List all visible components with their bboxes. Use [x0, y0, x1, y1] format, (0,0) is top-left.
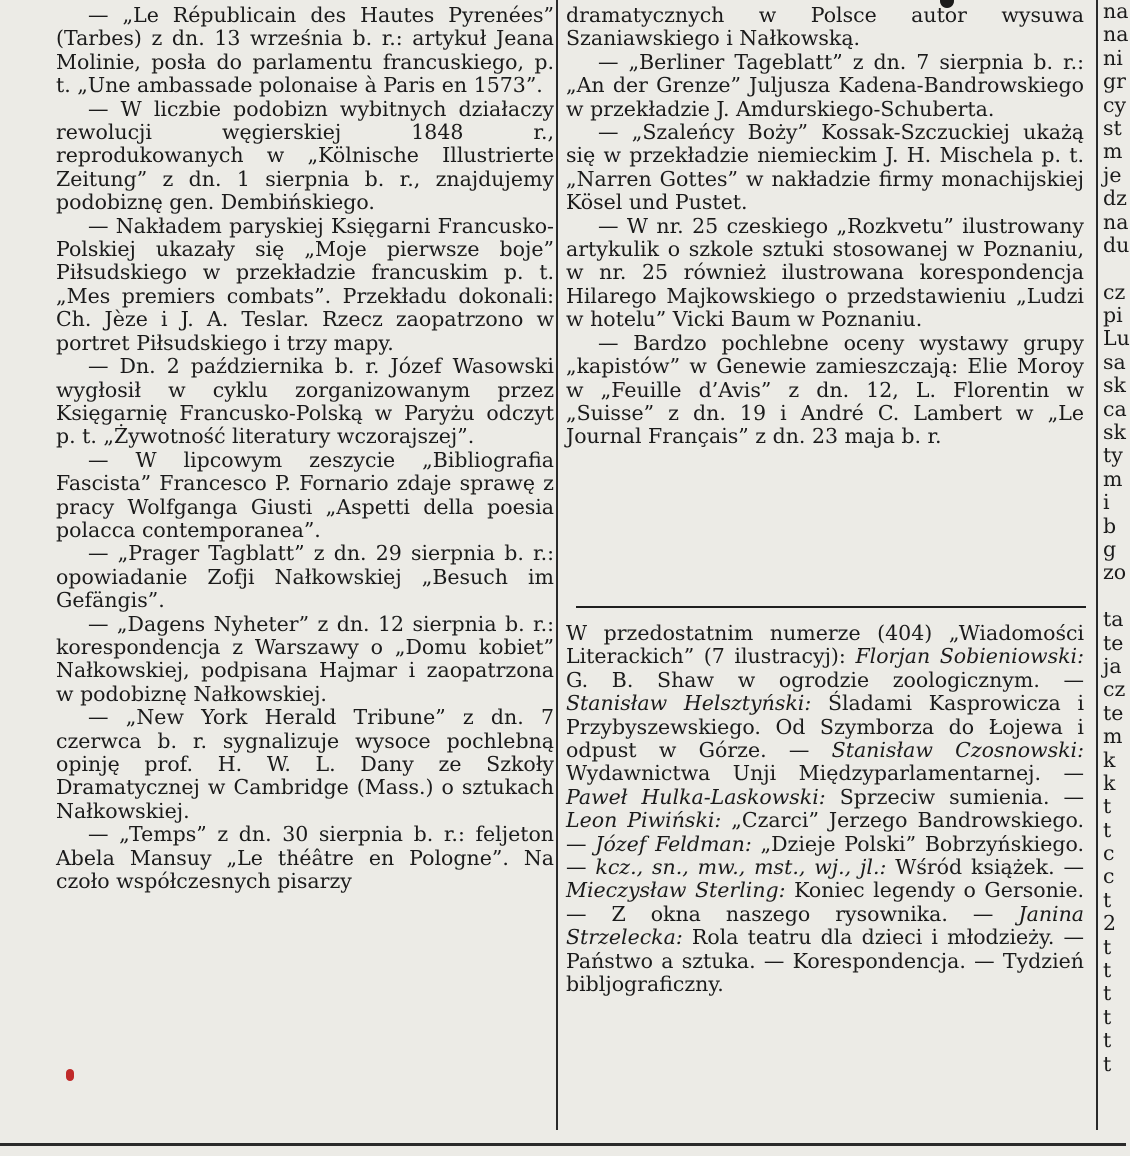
fragment-line: na [1103, 0, 1129, 23]
author-name: Florjan Sobieniowski: [855, 644, 1084, 669]
fragment-line: dz [1103, 186, 1127, 211]
fragment-line: t [1103, 958, 1112, 983]
fragment-line: du [1103, 232, 1130, 257]
author-name: Mieczysław Sterling: [566, 878, 786, 903]
middle-column-top [566, 4, 1084, 449]
fragment-line [1103, 257, 1126, 280]
contents-text: Koniec legendy o Gersonie. — Z okna naszego rysownika. — [566, 878, 1084, 926]
contents-text: Sprzeciw sumienia. — [825, 784, 1085, 809]
fragment-line: t [1103, 1028, 1112, 1053]
fragment-line: sk [1103, 373, 1126, 398]
news-item: — „Temps” z dn. 30 sierpnia b. r.: feljeton Abela Mansuy „Le théâtre en Pologne”. Na czoło współczesnych pisarzy [56, 822, 554, 894]
fragment-line: m [1103, 466, 1123, 491]
fragment-line: m [1103, 139, 1123, 164]
issue-contents-notice [566, 622, 1084, 997]
news-item: — „Berliner Tageblatt” z dn. 7 sierpnia b. r.: „An der Grenze” Juljusza Kadena-Bandrowskiego w przekładzie J. Amdurskiego-Schuberta. [566, 49, 1084, 121]
red-ink-mark [66, 1069, 74, 1081]
fragment-line: k [1103, 747, 1116, 772]
fragment-line: gr [1103, 69, 1126, 94]
fragment-line: 2 [1103, 911, 1117, 936]
right-edge-column-fragment [1103, 0, 1130, 1140]
fragment-line: g [1103, 536, 1117, 561]
news-item: — „Le Républicain des Hautes Pyrenées” (Tarbes) z dn. 13 września b. r.: artykuł Jeana Molinie, posła do parlamentu francuskiego, p. t. „Une ambassade polonaise à Paris en 1573”. [56, 3, 554, 98]
fragment-line [1103, 585, 1126, 608]
contents-text: W przedostatnim numerze (404) „Wiadomości Literackich” (7 ilustracyj): [566, 621, 1084, 669]
fragment-line: i [1103, 490, 1110, 515]
fragment-line: b [1103, 513, 1117, 538]
contents-text: G. B. Shaw w ogrodzie zoologicznym. — [566, 667, 1084, 692]
author-name: kcz., sn., mw., mst., wj., jl.: [595, 855, 887, 880]
contents-text: Śladami Kasprowicza i Przybyszewskiego. Od Szymborza do Łojewa i odpust w Górze. — [566, 691, 1085, 763]
author-name: Janina Strzelecka: [566, 901, 1084, 950]
fragment-line: cz [1103, 677, 1126, 702]
column-divider-right [1096, 0, 1098, 1130]
section-rule [576, 606, 1086, 608]
fragment-line: t [1103, 887, 1112, 912]
author-name: Józef Feldman: [595, 831, 752, 856]
fragment-line: t [1103, 1004, 1112, 1029]
fragment-line: Lu [1103, 326, 1130, 351]
news-item: — Dn. 2 października b. r. Józef Wasowski wygłosił w cyklu zorganizowanym przez Księgarnię Francusko-Polską w Paryżu odczyt p. t. „Żywotność literatury wczorajszej”. [56, 354, 554, 449]
fragment-line: t [1103, 981, 1112, 1006]
page-bottom-rule [0, 1143, 1126, 1146]
news-item: — W nr. 25 czeskiego „Rozkvetu” ilustrowany artykulik o szkole sztuki stosowanej w Poznaniu, w nr. 25 również ilustrowana korespondencja Hilarego Majkowskiego o przedstawieniu „Ludzi w hotelu” Vicki Baum w Poznaniu. [566, 213, 1084, 332]
contents-paragraph [566, 622, 1084, 997]
fragment-line: t [1103, 817, 1112, 842]
fragment-line: na [1103, 209, 1129, 234]
fragment-line: m [1103, 724, 1123, 749]
contents-text: Wśród książek. — [886, 855, 1084, 880]
left-column [56, 4, 554, 893]
fragment-line: ta [1103, 607, 1124, 632]
fragment-line: c [1103, 864, 1115, 889]
news-item: — W lipcowym zeszycie „Bibliografia Fascista” Francesco P. Fornario zdaje sprawę z pracy Wolfganga Giusti „Aspetti della poesia polacca contemporanea”. [56, 447, 554, 542]
fragment-line: ty [1103, 443, 1123, 468]
fragment-line: je [1103, 162, 1122, 187]
contents-text: Wydawnictwa Unji Międzyparlamentarnej. — [566, 761, 1084, 786]
fragment-line: sk [1103, 420, 1126, 445]
fragment-line: te [1103, 630, 1124, 655]
news-item: — Nakładem paryskiej Księgarni Francusko-Polskiej ukazały się „Moje pierwsze boje” Piłsudskiego w przekładzie francuskim p. t. „Mes premiers combats”. Przekładu dokonali: Ch. Jèze i J. A. Teslar. Rzecz zaopatrzono w portret Piłsudskiego i trzy mapy. [56, 213, 554, 355]
fragment-line: te [1103, 700, 1124, 725]
author-name: Paweł Hulka-Laskowski: [566, 784, 826, 809]
fragment-line: ni [1103, 45, 1123, 70]
fragment-line: na [1103, 22, 1129, 47]
author-name: Leon Piwiński: [566, 808, 722, 833]
fragment-line: ja [1103, 653, 1122, 678]
fragment-line: sa [1103, 349, 1126, 374]
contents-text: „Czarci” Jerzego Bandrowskiego. — [566, 808, 1084, 856]
fragment-line: t [1103, 794, 1112, 819]
contents-text: „Dzieje Polski” Bobrzyńskiego. — [566, 831, 1084, 880]
author-name: Stanisław Helsztyński: [566, 691, 812, 716]
fragment-line: pi [1103, 303, 1123, 328]
fragment-line: zo [1103, 560, 1127, 585]
fragment-line: c [1103, 841, 1115, 866]
fragment-line: t [1103, 1051, 1112, 1076]
contents-text: Rola teatru dla dzieci i młodzieży. — Państwo a sztuka. — Korespondencja. — Tydzień bibljograficzny. [566, 925, 1084, 997]
fragment-line: t [1103, 934, 1112, 959]
fragment-line: cy [1103, 92, 1127, 117]
news-item: — „Prager Tagblatt” z dn. 29 sierpnia b. r.: opowiadanie Zofji Nałkowskiej „Besuch im Gefängis”. [56, 541, 554, 613]
news-item: — „Dagens Nyheter” z dn. 12 sierpnia b. r.: korespondencja z Warszawy o „Domu kobiet” Nałkowskiej, podpisana Hajmar i zaopatrzona w podobiznę Nałkowskiej. [56, 611, 554, 706]
fragment-line: cz [1103, 279, 1126, 304]
news-item: — W liczbie podobizn wybitnych działaczy rewolucji węgierskiej 1848 r., reprodukowanych w „Kölnische Illustrierte Zeitung” z dn. 1 sierpnia b. r., znajdujemy podobiznę gen. Dembińskiego. [56, 96, 554, 215]
column-divider-left [556, 0, 558, 1130]
news-item: — „Szaleńcy Boży” Kossak-Szczuckiej ukażą się w przekładzie niemieckim J. H. Mischela p. t. „Narren Gottes” w nakładzie firmy monachijskiej Kösel und Pustet. [566, 120, 1084, 215]
fragment-line: k [1103, 770, 1116, 795]
author-name: Stanisław Czosnowski: [831, 738, 1084, 763]
news-item: — „New York Herald Tribune” z dn. 7 czerwca b. r. sygnalizuje wysoce pochlebną opinję prof. H. W. L. Dany ze Szkoły Dramatycznej w Cambridge (Mass.) o sztukach Nałkowskiej. [56, 705, 554, 823]
fragment-line: st [1103, 115, 1122, 140]
news-item-continued: dramatycznych w Polsce autor wysuwa Szaniawskiego i Nałkowską. [566, 3, 1084, 51]
news-item: — Bardzo pochlebne oceny wystawy grupy „kapistów” w Genewie zamieszczają: Elie Moroy w „Feuille d’Avis” z dn. 12, L. Florentin w „Suisse” z dn. 19 i André C. Lambert w „Le Journal Français” z dn. 23 maja b. r. [566, 330, 1084, 449]
fragment-line: ca [1103, 396, 1127, 421]
